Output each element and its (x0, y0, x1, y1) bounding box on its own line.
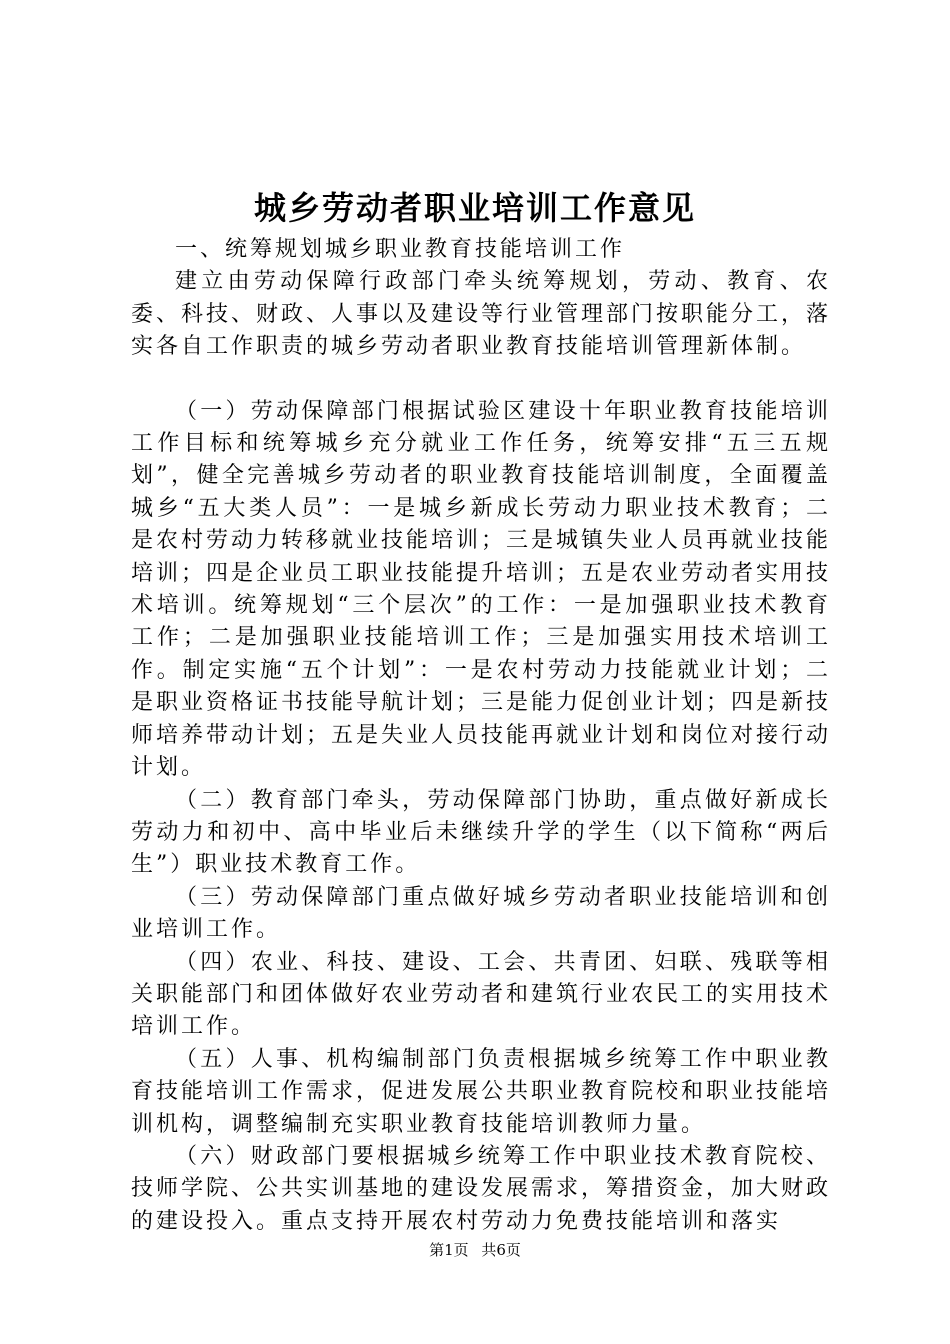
paragraph-item-2: （二）教育部门牵头，劳动保障部门协助，重点做好新成长劳动力和初中、高中毕业后未继续升学的学生（以下简称“两后生”）职业技术教育工作。 (131, 787, 831, 878)
paragraph-item-1: （一）劳动保障部门根据试验区建设十年职业教育技能培训工作目标和统筹城乡充分就业工作任务，统筹安排“五三五规划”，健全完善城乡劳动者的职业教育技能培训制度，全面覆盖城乡“五大类人员”：一是城乡新成长劳动力职业技术教育；二是农村劳动力转移就业技能培训；三是城镇失业人员再就业技能培训；四是企业员工职业技能提升培训；五是农业劳动者实用技术培训。统筹规划“三个层次”的工作：一是加强职业技术教育工作；二是加强职业技能培训工作；三是加强实用技术培训工作。制定实施“五个计划”：一是农村劳动力技能就业计划；二是职业资格证书技能导航计划；三是能力促创业计划；四是新技师培养带动计划；五是失业人员技能再就业计划和岗位对接行动计划。 (131, 398, 832, 781)
section-heading: 一、统筹规划城乡职业教育技能培训工作 (175, 237, 626, 262)
page-footer (0, 1240, 950, 1260)
page-number: 第1页 (429, 1241, 469, 1259)
paragraph-item-6: （六）财政部门要根据城乡统筹工作中职业技术教育院校、技师学院、公共实训基地的建设发展需求，筹措资金，加大财政的建设投入。重点支持开展农村劳动力免费技能培训和落实 (131, 1143, 832, 1234)
paragraph-item-5: （五）人事、机构编制部门负责根据城乡统筹工作中职业教育技能培训工作需求，促进发展公共职业教育院校和职业技能培训机构，调整编制充实职业教育技能培训教师力量。 (131, 1046, 832, 1137)
paragraph-item-3: （三）劳动保障部门重点做好城乡劳动者职业技能培训和创业培训工作。 (131, 884, 831, 943)
paragraph-item-4: （四）农业、科技、建设、工会、共青团、妇联、残联等相关职能部门和团体做好农业劳动者和建筑行业农民工的实用技术培训工作。 (131, 949, 832, 1040)
document-title: 城乡劳动者职业培训工作意见 (253, 189, 696, 227)
document-body (131, 234, 831, 1238)
paragraph-gap (131, 364, 831, 396)
page-total: 共6页 (481, 1241, 521, 1259)
paragraph-intro: 建立由劳动保障行政部门牵头统筹规划，劳动、教育、农委、科技、财政、人事以及建设等行业管理部门按职能分工，落实各自工作职责的城乡劳动者职业教育技能培训管理新体制。 (131, 269, 832, 360)
